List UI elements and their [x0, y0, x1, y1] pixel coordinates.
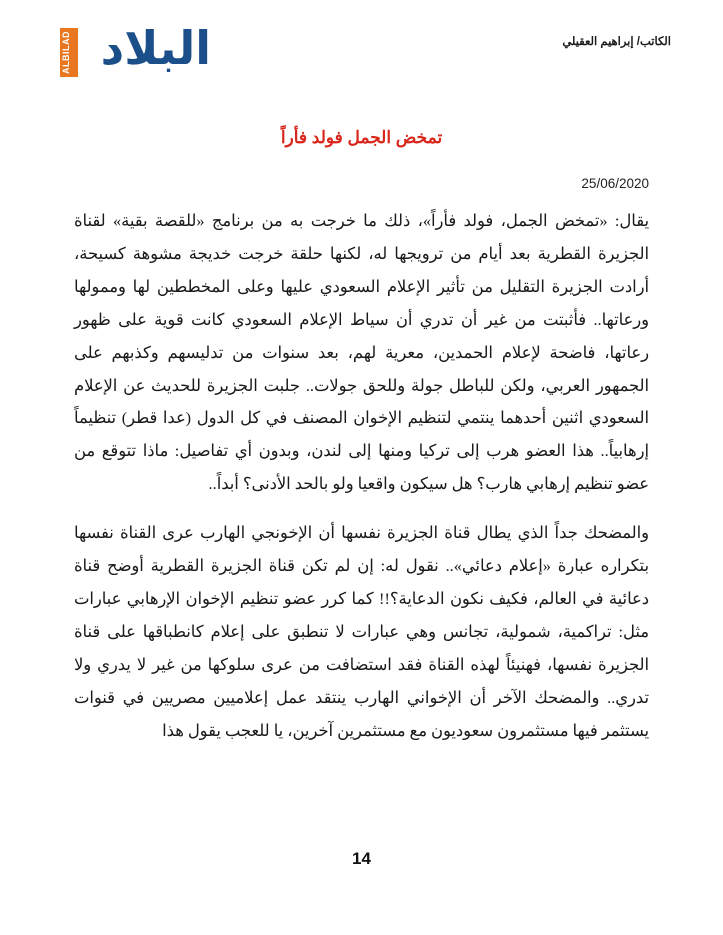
albilad-logo [46, 22, 211, 74]
paragraph: يقال: «تمخض الجمل، فولد فأراً»، ذلك ما خرجت به من برنامج «للقصة بقية» لقناة الجزيرة القطرية بعد أيام من ترويجها له، لكنها حلقة خرجت خديجة مشوهة كسيحة، أرادت الجزيرة التقليل من تأثير الإعلام السعودي عليها وعلى المخططين لها وممولها ورعاتها.. فأثبتت من غير أن تدري أن سياط الإعلام السعودي كانت قوية على ظهور رعاتها، فاضحة لإعلام الحمدين، معرية لهم، بعد سنوات من تدليسهم وكذبهم على الجمهور العربي، ولكن للباطل جولة وللحق جولات.. جلبت الجزيرة للحديث عن الإعلام السعودي اثنين أحدهما ينتمي لتنظيم الإخوان المصنف في كل الدول (عدا قطر) تنظيماً إرهابياً.. هذا العضو هرب إلى تركيا ومنها إلى لندن، وبدون أي تفاصيل: ماذا تتوقع من عضو تنظيم إرهابي هارب؟ هل سيكون واقعيا ولو بالحد الأدنى؟ أبداً.. [74, 211, 649, 494]
logo-arabic-text: البلاد [100, 21, 211, 75]
page-number: 14 [352, 849, 371, 868]
page-header [0, 0, 723, 95]
logo-latin-text: ALBILAD [60, 28, 78, 77]
article-date: 25/06/2020 [581, 176, 649, 191]
author-byline: الكاتب/ إبراهيم العقيلي [562, 36, 671, 48]
article-body [74, 205, 649, 748]
page-title: تمخض الجمل فولد فأراً [280, 128, 443, 147]
paragraph: والمضحك جداً الذي يطال قناة الجزيرة نفسها أن الإخونجي الهارب عرى القناة نفسها بتكراره عبارة «إعلام دعائي».. نقول له: إن لم تكن قناة الجزيرة القطرية أوضح قناة دعائية في العالم، فكيف نكون الدعاية؟!! كما كرر عضو تنظيم الإخوان الإرهابي عبارات مثل: تراكمية، شمولية، تجانس وهي عبارات لا تنطبق على إعلام كانطباقها على قناة الجزيرة نفسها، فهنيئاً لهذه القناة فقد استضافت من عرى سلوكها من غير لا يدري ولا تدري.. والمضحك الآخر أن الإخواني الهارب ينتقد عمل إعلاميين مصريين في قنوات يستثمر فيها مستثمرون سعوديون مع مستثمرين آخرين، يا للعجب يقول هذا [74, 523, 649, 740]
